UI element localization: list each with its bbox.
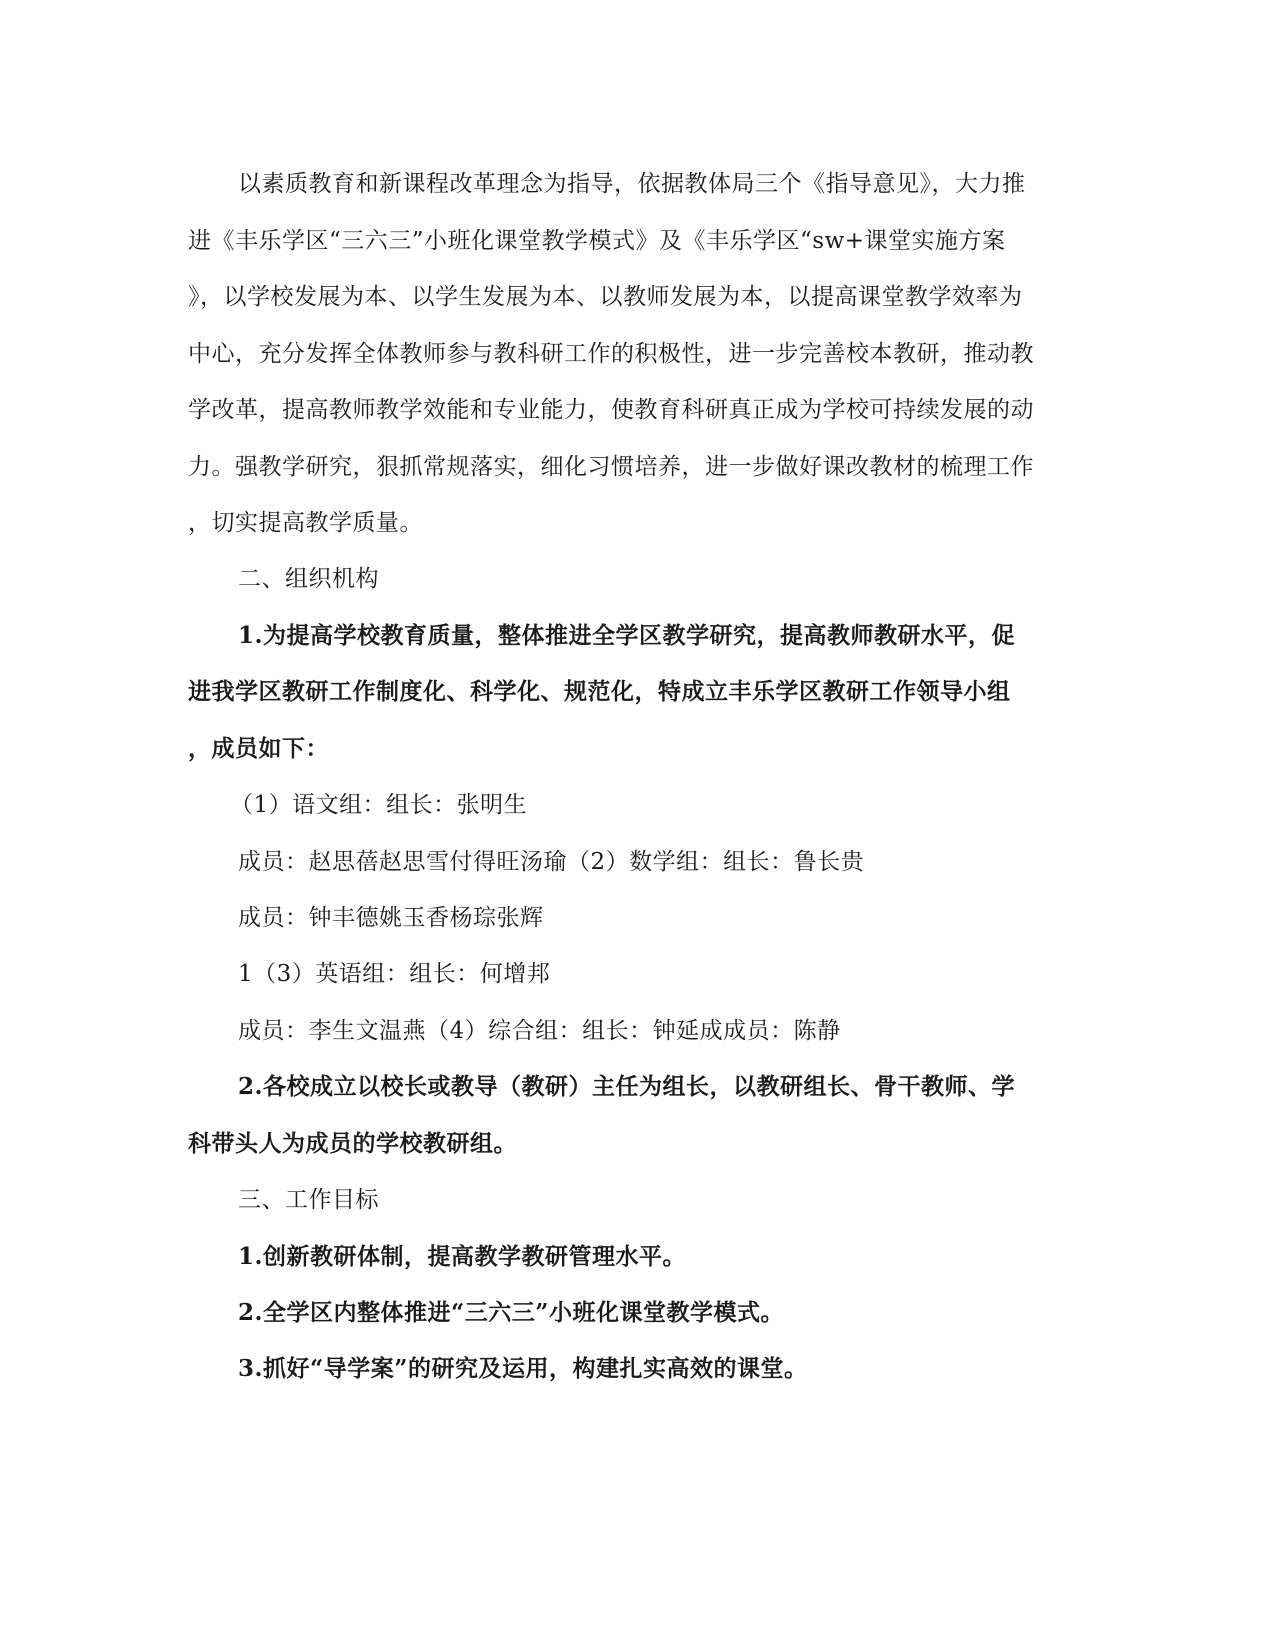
paragraph-line: 科带头人为成员的学校教研组。 (188, 1130, 517, 1157)
paragraph-line: ，成员如下： (188, 735, 329, 762)
paragraph-line: 进《丰乐学区“三六三”小班化课堂教学模式》及《丰乐学区“sw+课堂实施方案 (188, 228, 1006, 254)
paragraph-line: 学改革，提高教师教学效能和专业能力，使教育科研真正成为学校可持续发展的动 (188, 397, 1034, 423)
list-item: 1（3）英语组：组长：何增邦 (238, 961, 551, 987)
list-item: 成员：赵思蓓赵思雪付得旺汤瑜（2）数学组：组长：鲁长贵 (238, 849, 865, 875)
list-item: 成员：李生文温燕（4）综合组：组长：钟延成成员：陈静 (238, 1018, 841, 1044)
list-item: 3.抓好“导学案”的研究及运用，构建扎实高效的课堂。 (238, 1355, 808, 1382)
paragraph-line: 1.为提高学校教育质量，整体推进全学区教学研究，提高教师教研水平，促 (238, 622, 1016, 649)
paragraph-line: 进我学区教研工作制度化、科学化、规范化，特成立丰乐学区教研工作领导小组 (188, 678, 1011, 705)
paragraph-line: 以素质教育和新课程改革理念为指导，依据教体局三个《指导意见》，大力推 (238, 171, 1026, 197)
section-heading: 二、组织机构 (238, 566, 379, 592)
list-item: 成员：钟丰德姚玉香杨琮张辉 (238, 905, 544, 931)
paragraph-line: 中心，充分发挥全体教师参与教科研工作的积极性，进一步完善校本教研，推动教 (188, 341, 1034, 367)
list-item: 1.创新教研体制，提高教学教研管理水平。 (238, 1243, 687, 1270)
section-heading: 三、工作目标 (238, 1187, 379, 1213)
paragraph-line: 》，以学校发展为本、以学生发展为本、以教师发展为本，以提高课堂教学效率为 (188, 284, 1023, 310)
paragraph-line: ，切实提高教学质量。 (188, 510, 423, 536)
list-item: 2.全学区内整体推进“三六三”小班化课堂教学模式。 (238, 1299, 784, 1326)
paragraph-line: 2.各校成立以校长或教导（教研）主任为组长，以教研组长、骨干教师、学 (238, 1073, 1016, 1100)
list-item: （1）语文组：组长：张明生 (230, 792, 528, 818)
paragraph-line: 力。强教学研究，狠抓常规落实，细化习惯培养，进一步做好课改教材的梳理工作 (188, 454, 1034, 480)
